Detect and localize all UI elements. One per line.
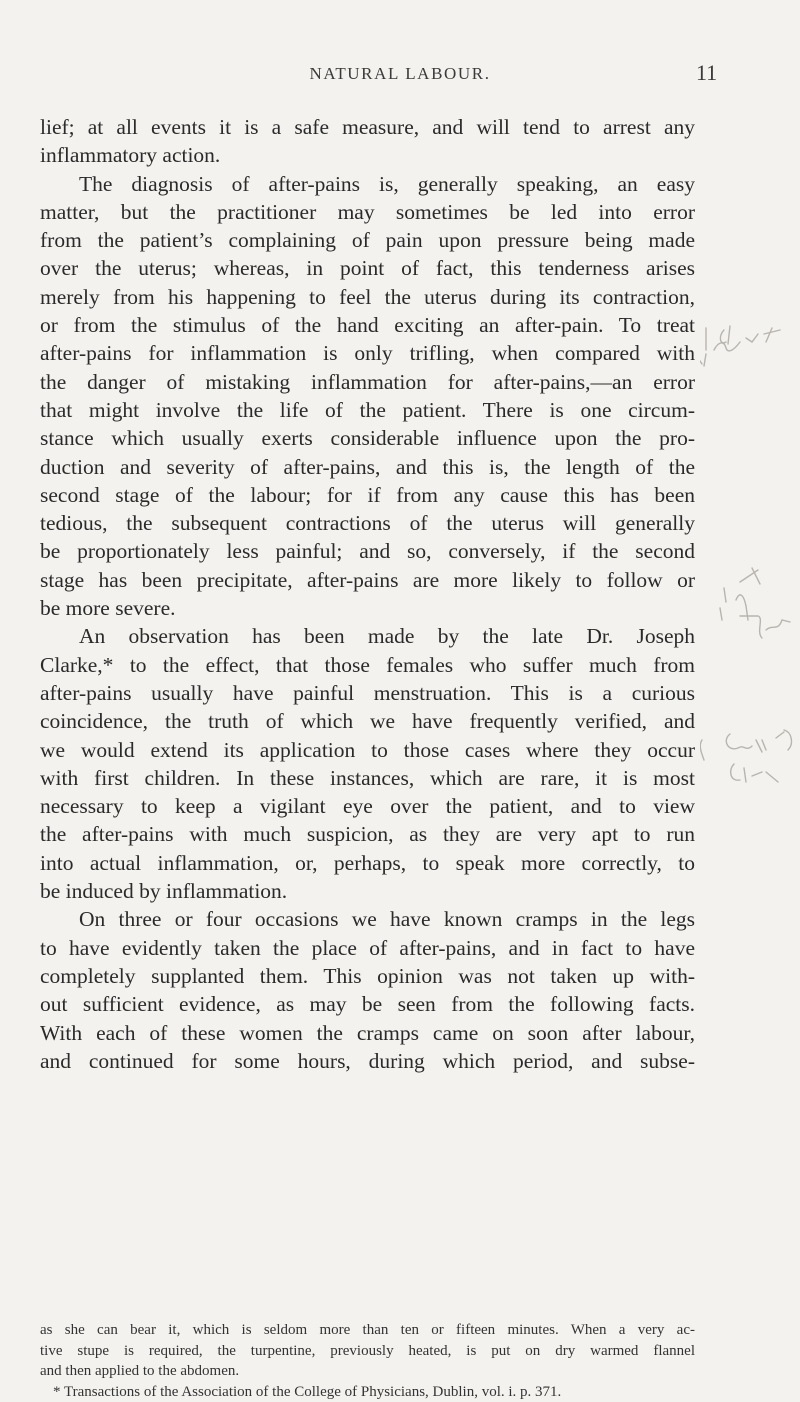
text-line: the after-pains with much suspicion, as they are very apt to run: [40, 820, 695, 848]
text-line: be induced by inflammation.: [40, 877, 695, 905]
text-line: On three or four occasions we have known cramps in the legs: [40, 905, 695, 933]
text-line: duction and severity of after-pains, and this is, the length of the: [40, 453, 695, 481]
text-line: we would extend its application to those cases where they occur: [40, 736, 695, 764]
text-line: second stage of the labour; for if from any cause this has been: [40, 481, 695, 509]
footnote-line: and then applied to the abdomen.: [40, 1361, 695, 1382]
text-line: into actual inflammation, or, perhaps, to speak more correctly, to: [40, 849, 695, 877]
handwritten-margin-notes: [700, 320, 800, 800]
text-line: stage has been precipitate, after-pains are more likely to follow or: [40, 566, 695, 594]
footnote-line: as she can bear it, which is seldom more than ten or fifteen minutes. When a very ac-: [40, 1320, 695, 1341]
text-line: inflammatory action.: [40, 141, 695, 169]
text-line: stance which usually exerts considerable influence upon the pro-: [40, 424, 695, 452]
text-line: merely from his happening to feel the uterus during its contraction,: [40, 283, 695, 311]
text-line: that might involve the life of the patient. There is one circum-: [40, 396, 695, 424]
text-line: lief; at all events it is a safe measure, and will tend to arrest any: [40, 113, 695, 141]
body-text: [40, 113, 695, 1075]
text-line: the danger of mistaking inflammation for after-pains,—an error: [40, 368, 695, 396]
text-line: to have evidently taken the place of after-pains, and in fact to have: [40, 934, 695, 962]
footnote-line: tive stupe is required, the turpentine, previously heated, is put on dry warmed flannel: [40, 1341, 695, 1362]
text-line: from the patient’s complaining of pain upon pressure being made: [40, 226, 695, 254]
running-title: NATURAL LABOUR.: [0, 64, 800, 84]
footnotes: [40, 1320, 695, 1402]
text-line: completely supplanted them. This opinion was not taken up with-: [40, 962, 695, 990]
text-line: matter, but the practitioner may sometimes be led into error: [40, 198, 695, 226]
page-number: 11: [696, 60, 717, 86]
text-line: be more severe.: [40, 594, 695, 622]
text-line: coincidence, the truth of which we have frequently verified, and: [40, 707, 695, 735]
text-line: and continued for some hours, during which period, and subse-: [40, 1047, 695, 1075]
text-line: necessary to keep a vigilant eye over the patient, and to view: [40, 792, 695, 820]
text-line: after-pains usually have painful menstruation. This is a curious: [40, 679, 695, 707]
text-line: be proportionately less painful; and so, conversely, if the second: [40, 537, 695, 565]
pencil-scribble-graphic: [700, 320, 800, 800]
text-line: With each of these women the cramps came on soon after labour,: [40, 1019, 695, 1047]
text-line: after-pains for inflammation is only trifling, when compared with: [40, 339, 695, 367]
text-line: Clarke,* to the effect, that those females who suffer much from: [40, 651, 695, 679]
text-line: An observation has been made by the late Dr. Joseph: [40, 622, 695, 650]
text-line: or from the stimulus of the hand exciting an after-pain. To treat: [40, 311, 695, 339]
text-line: over the uterus; whereas, in point of fact, this tenderness arises: [40, 254, 695, 282]
footnote-line: * Transactions of the Association of the College of Physicians, Dublin, vol. i. p. 371.: [40, 1382, 695, 1402]
text-line: The diagnosis of after-pains is, generally speaking, an easy: [40, 170, 695, 198]
running-head: [0, 64, 800, 94]
text-line: with first children. In these instances, which are rare, it is most: [40, 764, 695, 792]
text-line: tedious, the subsequent contractions of the uterus will generally: [40, 509, 695, 537]
text-line: out sufficient evidence, as may be seen from the following facts.: [40, 990, 695, 1018]
